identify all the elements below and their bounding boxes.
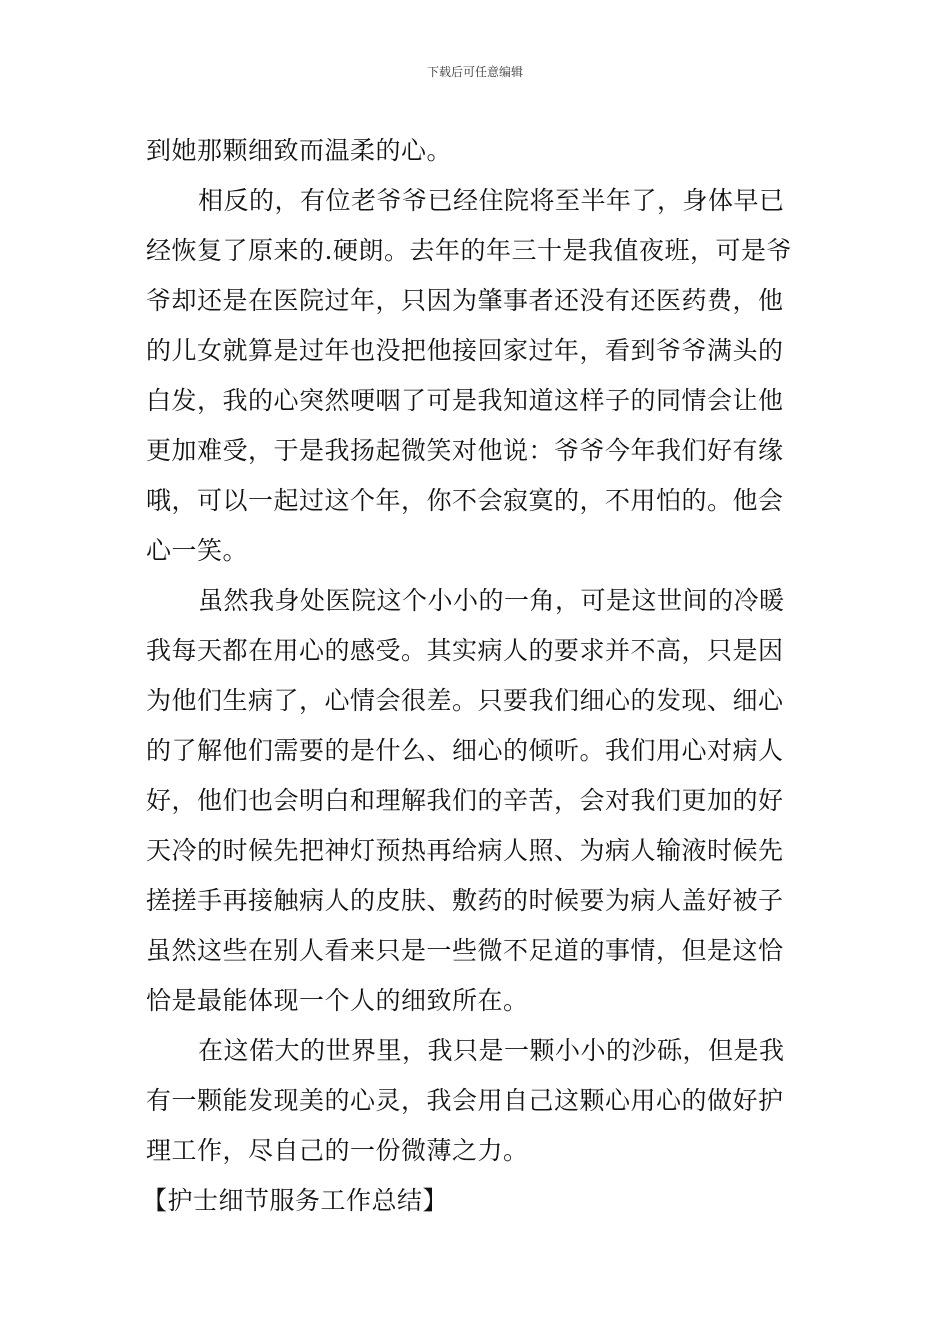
text-line: 心一笑。 xyxy=(146,536,249,565)
text-line: 更加难受，于是我扬起微笑对他说：爷爷今年我们好有缘 xyxy=(146,436,784,465)
text-line: 爷却还是在医院过年，只因为肇事者还没有还医药费，他 xyxy=(146,286,784,315)
text-line: 的了解他们需要的是什么、细心的倾听。我们用心对病人 xyxy=(146,736,784,765)
text-line: 为他们生病了，心情会很差。只要我们细心的发现、细心 xyxy=(146,686,784,715)
paragraph-start-line: 相反的，有位老爷爷已经住院将至半年了，身体早已 xyxy=(198,186,785,215)
paragraph-start-line: 虽然我身处医院这个小小的一角，可是这世间的冷暖 xyxy=(198,586,785,615)
text-line: 好，他们也会明白和理解我们的辛苦，会对我们更加的好 xyxy=(146,786,784,815)
text-line: 恰是最能体现一个人的细致所在。 xyxy=(146,986,529,1015)
text-line: 搓搓手再接触病人的皮肤、敷药的时候要为病人盖好被子 xyxy=(146,886,784,915)
section-heading: 【护士细节服务工作总结】 xyxy=(142,1186,449,1215)
text-line: 有一颗能发现美的心灵，我会用自己这颗心用心的做好护 xyxy=(146,1086,784,1115)
text-line: 经恢复了原来的.硬朗。去年的年三十是我值夜班，可是爷 xyxy=(146,236,792,265)
text-line: 我每天都在用心的感受。其实病人的要求并不高，只是因 xyxy=(146,636,784,665)
document-body xyxy=(142,126,806,1226)
text-line: 的儿女就算是过年也没把他接回家过年，看到爷爷满头的 xyxy=(146,336,784,365)
text-line: 虽然这些在别人看来只是一些微不足道的事情，但是这恰 xyxy=(146,936,784,965)
text-line: 理工作，尽自己的一份微薄之力。 xyxy=(146,1136,529,1165)
text-line: 哦，可以一起过这个年，你不会寂寞的，不用怕的。他会 xyxy=(146,486,784,515)
text-line: 到她那颗细致而温柔的心。 xyxy=(146,136,453,165)
paragraph-start-line: 在这偌大的世界里，我只是一颗小小的沙砾，但是我 xyxy=(198,1036,785,1065)
text-line: 天冷的时候先把神灯预热再给病人照、为病人输液时候先 xyxy=(146,836,784,865)
page-header: 下载后可任意编辑 xyxy=(426,65,523,79)
text-line: 白发，我的心突然哽咽了可是我知道这样子的同情会让他 xyxy=(146,386,784,415)
